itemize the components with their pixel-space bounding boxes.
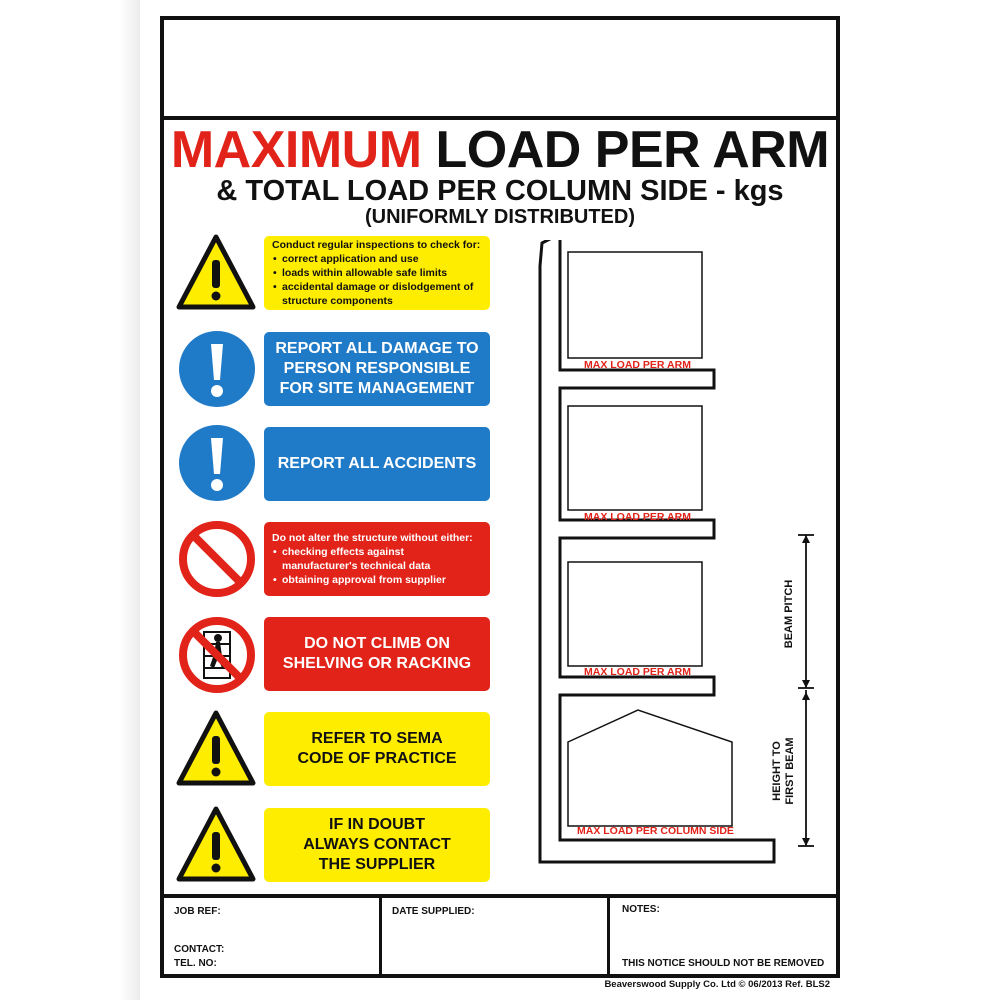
job-ref-label: JOB REF:	[174, 906, 221, 917]
no-alter-panel	[264, 522, 490, 596]
list-item: • accidental damage or dislodgement of structure components	[282, 280, 482, 308]
height-label-line: FIRST BEAM	[784, 737, 796, 805]
racking-diagram	[504, 240, 824, 890]
arm-box-2	[568, 406, 702, 510]
sema-line: CODE OF PRACTICE	[297, 750, 457, 767]
no-alter-list	[272, 545, 482, 587]
height-label-line: HEIGHT TO	[771, 741, 783, 801]
column-box	[568, 710, 732, 826]
inspections-panel	[264, 236, 490, 310]
warning-triangle-icon	[176, 234, 256, 310]
arm-label: MAX LOAD PER ARM	[584, 666, 691, 678]
sign-title	[164, 122, 836, 178]
doubt-line: IF IN DOUBT	[329, 816, 425, 833]
notes-cell	[610, 898, 836, 978]
tel-label: TEL. NO:	[174, 958, 217, 969]
exclamation-circle-icon	[178, 330, 256, 408]
no-climb-panel	[264, 617, 490, 691]
arm-box-1	[568, 252, 702, 358]
report-damage-line: REPORT ALL DAMAGE TO	[275, 340, 479, 357]
inspections-heading: Conduct regular inspections to check for:	[272, 239, 481, 251]
doubt-panel	[264, 808, 490, 882]
doubt-line: ALWAYS CONTACT	[303, 836, 451, 853]
header-blank-area	[164, 20, 836, 120]
page-shadow	[0, 0, 140, 1000]
no-climbing-icon	[178, 616, 256, 694]
title-red: MAXIMUM	[170, 121, 422, 179]
report-accidents-panel	[264, 427, 490, 501]
list-item: • obtaining approval from supplier	[282, 573, 482, 587]
report-damage-line: FOR SITE MANAGEMENT	[279, 380, 475, 397]
contact-label: CONTACT:	[174, 944, 225, 955]
sema-line: REFER TO SEMA	[311, 730, 443, 747]
sign-subtitle: & TOTAL LOAD PER COLUMN SIDE - kgs	[216, 175, 784, 207]
sign-subsubtitle: (UNIFORMLY DISTRIBUTED)	[365, 206, 635, 228]
sign-footer	[164, 894, 836, 978]
notes-label: NOTES:	[622, 904, 660, 915]
arm-label: MAX LOAD PER ARM	[584, 359, 691, 371]
no-alter-heading: Do not alter the structure without either:	[272, 532, 473, 544]
warning-triangle-icon	[176, 806, 256, 882]
report-accidents-line: REPORT ALL ACCIDENTS	[277, 455, 477, 472]
notice-text: THIS NOTICE SHOULD NOT BE REMOVED	[622, 958, 825, 969]
inspections-list	[272, 252, 482, 308]
arm-label: MAX LOAD PER ARM	[584, 511, 691, 523]
sema-panel	[264, 712, 490, 786]
no-climb-line: SHELVING OR RACKING	[282, 655, 472, 672]
report-damage-panel	[264, 332, 490, 406]
height-first-beam-label	[771, 721, 797, 821]
warning-triangle-icon	[176, 710, 256, 786]
safety-sign	[160, 16, 840, 978]
date-supplied-label: DATE SUPPLIED:	[392, 906, 475, 917]
job-ref-cell	[164, 898, 382, 978]
report-damage-line: PERSON RESPONSIBLE	[283, 360, 471, 377]
list-item: • correct application and use	[282, 252, 482, 266]
no-climb-line: DO NOT CLIMB ON	[304, 635, 450, 652]
arm-box-3	[568, 562, 702, 666]
list-item: • checking effects against manufacturer's technical data	[282, 545, 482, 573]
title-black: LOAD PER ARM	[421, 121, 830, 179]
prohibited-icon	[178, 520, 256, 598]
beam-pitch-label: BEAM PITCH	[783, 579, 795, 649]
date-supplied-cell	[382, 898, 610, 978]
exclamation-circle-icon	[178, 424, 256, 502]
list-item: • loads within allowable safe limits	[282, 266, 482, 280]
column-label: MAX LOAD PER COLUMN SIDE	[577, 825, 734, 837]
doubt-line: THE SUPPLIER	[318, 856, 436, 873]
credit-line: Beaverswood Supply Co. Ltd © 06/2013 Ref. BLS2	[604, 979, 830, 990]
